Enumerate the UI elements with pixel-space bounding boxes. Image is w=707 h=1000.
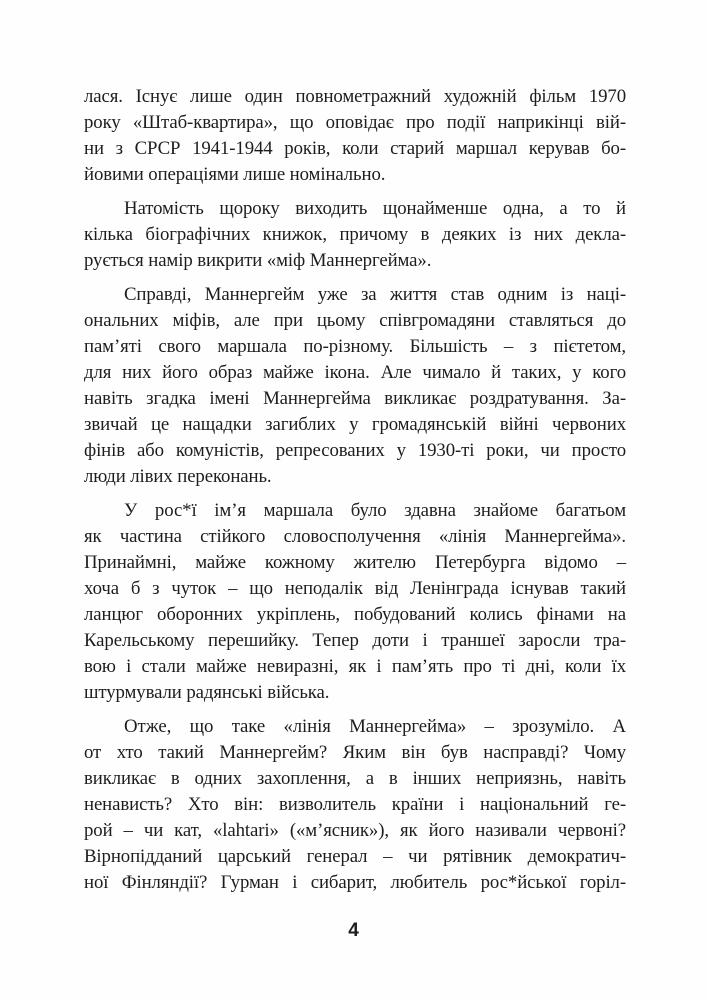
text-line: рується намір викрити «міф Маннергейма». xyxy=(84,250,432,271)
text-line: Натомість щороку виходить щонайменше одна, а то й xyxy=(124,198,626,219)
text-line: Отже, що таке «лінія Маннергейма» – зрозуміло. А xyxy=(124,716,626,737)
text-line: ненависть? Хто він: визволитель країни і національний ге- xyxy=(84,794,626,815)
text-line: люди лівих переконань. xyxy=(84,466,272,487)
text-line: вою і стали майже невиразні, як і пам’ять про ті дні, коли їх xyxy=(84,656,626,677)
text-line: Принаймні, майже кожному жителю Петербурга відомо – xyxy=(84,552,626,573)
text-line: ни з СРСР 1941-1944 років, коли старий маршал керував бо- xyxy=(84,138,626,159)
text-line: Справді, Маннергейм уже за життя став одним із наці- xyxy=(124,284,626,305)
paragraph xyxy=(84,84,626,188)
text-line: Вірнопідданий царський генерал – чи рятівник демократич- xyxy=(84,846,626,867)
text-block xyxy=(84,84,626,904)
text-line: штурмували радянські війська. xyxy=(84,682,330,703)
text-line: фінів або комуністів, репресованих у 1930-ті роки, чи просто xyxy=(84,440,626,461)
text-line: лася. Існує лише один повнометражний художній фільм 1970 xyxy=(84,86,626,107)
text-line: пам’яті свого маршала по-різному. Більшість – з пієтетом, xyxy=(84,336,626,357)
paragraph xyxy=(84,714,626,896)
text-line: викликає в одних захоплення, а в інших неприязнь, навіть xyxy=(84,768,626,789)
text-line: от хто такий Маннергейм? Яким він був насправді? Чому xyxy=(84,742,626,763)
text-line: У рос*ї ім’я маршала було здавна знайоме багатьом xyxy=(124,500,626,521)
text-line: року «Штаб-квартира», що оповідає про події наприкінці вій- xyxy=(84,112,626,133)
text-line: Карельському перешийку. Тепер доти і траншеї заросли тра- xyxy=(84,630,626,651)
text-line: ної Фінляндії? Гурман і сибарит, любитель рос*йської горіл- xyxy=(84,872,626,893)
paragraph xyxy=(84,196,626,274)
text-line: кілька біографічних книжок, причому в деяких із них декла- xyxy=(84,224,626,245)
text-line: звичай це нащадки загиблих у громадянській війні червоних xyxy=(84,414,626,435)
text-line: ональних міфів, але при цьому співгромадяни ставляться до xyxy=(84,310,626,331)
text-line: для них його образ майже ікона. Але чимало й таких, у кого xyxy=(84,362,626,383)
paragraph xyxy=(84,498,626,706)
text-line: йовими операціями лише номінально. xyxy=(84,164,386,185)
text-line: як частина стійкого словосполучення «лінія Маннергейма». xyxy=(84,526,626,547)
text-line: хоча б з чуток – що неподалік від Ленінграда існував такий xyxy=(84,578,626,599)
page-number: 4 xyxy=(348,920,359,941)
text-line: навіть згадка імені Маннергейма викликає роздратування. За- xyxy=(84,388,626,409)
text-line: рой – чи кат, «lahtari» («м’ясник»), як його називали червоні? xyxy=(84,820,626,841)
text-line: ланцюг оборонних укріплень, побудований колись фінами на xyxy=(84,604,626,625)
paragraph xyxy=(84,282,626,490)
